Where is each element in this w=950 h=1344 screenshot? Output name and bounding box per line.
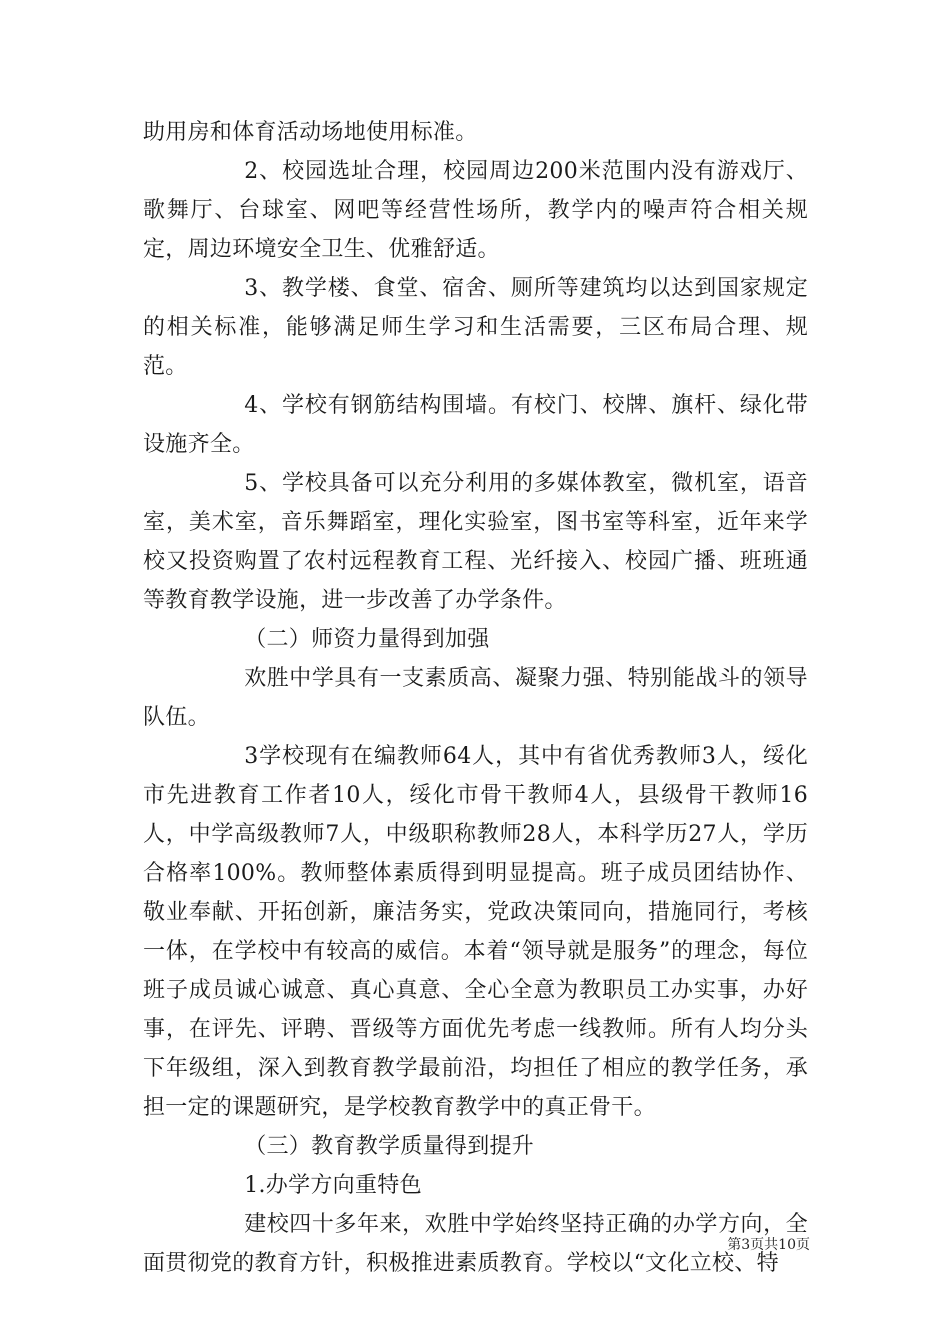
section-heading-3: （三）教育教学质量得到提升 xyxy=(244,1134,535,1159)
subsection-heading-1: 1.办学方向重特色 xyxy=(244,1173,422,1198)
section-heading-2: （二）师资力量得到加强 xyxy=(244,627,490,652)
paragraph-teachers: 3学校现有在编教师64人，其中有省优秀教师3人，绥化市先进教育工作者10人，绥化市骨干教师4人，县级骨干教师16人，中学高级教师7人，中级职称教师28人，本科学历27人，学历合格率100%。教师整体素质得到明显提高。班子成员团结协作、敬业奉献、开拓创新，廉洁务实，党政决策同向，措施同行，考核一体，在学校中有较高的威信。本着“领导就是服务”的理念，每位班子成员诚心诚意、真心真意、全心全意为教职员工办实事，办好事，在评先、评聘、晋级等方面优先考虑一线教师。所有人均分头下年级组，深入到教育教学最前沿，均担任了相应的教学任务，承担一定的课题研究，是学校教育教学中的真正骨干。 xyxy=(143,744,808,1120)
paragraph-continuation: 助用房和体育活动场地使用标准。 xyxy=(143,120,478,145)
paragraph-item-5: 5、学校具备可以充分利用的多媒体教室，微机室，语音室，美术室，音乐舞蹈室，理化实验室，图书室等科室，近年来学校又投资购置了农村远程教育工程、光纤接入、校园广播、班班通等教育教学设施，进一步改善了办学条件。 xyxy=(143,471,808,613)
document-body xyxy=(143,113,808,1283)
page-number-footer: 第3页共10页 xyxy=(727,1237,810,1253)
paragraph-item-4: 4、学校有钢筋结构围墙。有校门、校牌、旗杆、绿化带设施齐全。 xyxy=(143,393,808,457)
paragraph-item-3: 3、教学楼、食堂、宿舍、厕所等建筑均以达到国家规定的相关标准，能够满足师生学习和生活需要，三区布局合理、规范。 xyxy=(143,276,808,379)
paragraph-direction: 建校四十多年来，欢胜中学始终坚持正确的办学方向，全面贯彻党的教育方针，积极推进素质教育。学校以“文化立校、特 xyxy=(143,1212,808,1276)
paragraph-leadership: 欢胜中学具有一支素质高、凝聚力强、特别能战斗的领导队伍。 xyxy=(143,666,808,730)
paragraph-item-2: 2、校园选址合理，校园周边200米范围内没有游戏厅、歌舞厅、台球室、网吧等经营性场所，教学内的噪声符合相关规定，周边环境安全卫生、优雅舒适。 xyxy=(143,159,808,262)
